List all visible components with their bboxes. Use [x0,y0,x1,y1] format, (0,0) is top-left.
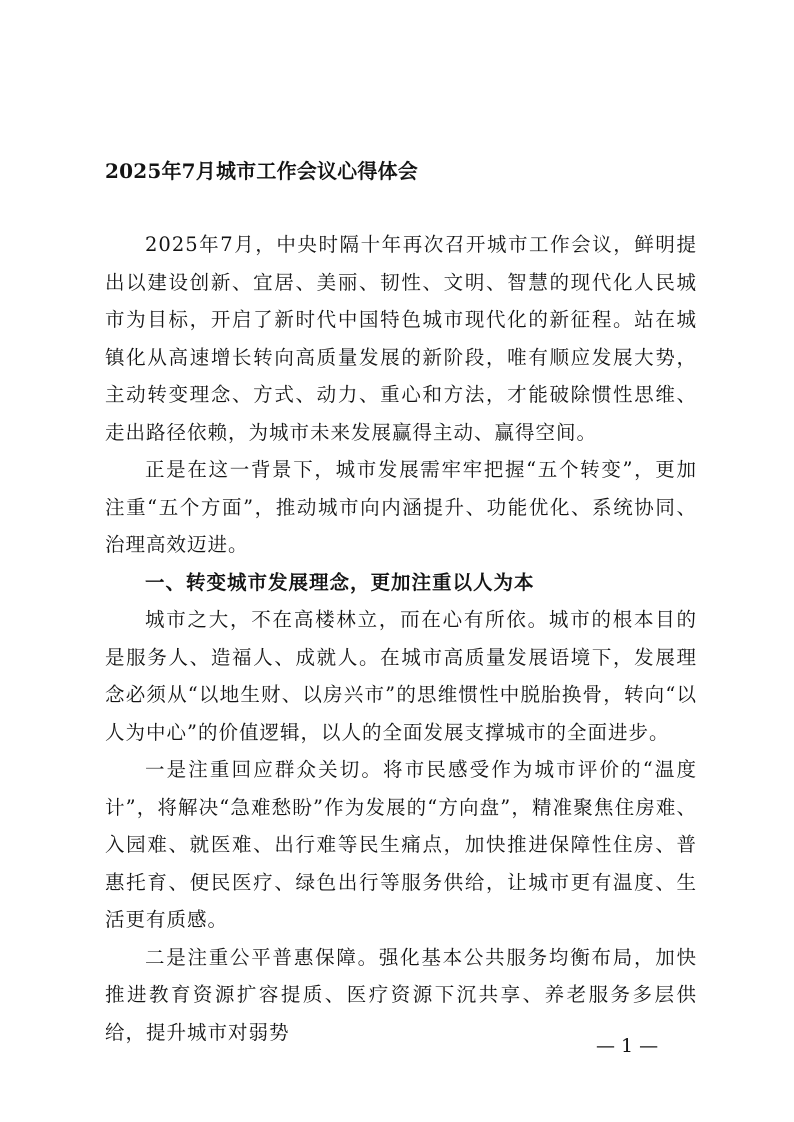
section-1-paragraph-2: 一是注重回应群众关切。将市民感受作为城市评价的“温度计”，将解决“急难愁盼”作为发展的“方向盘”，精准聚焦住房难、入园难、就医难、出行难等民生痛点，加快推进保障性住房、普惠托育、便民医疗、绿色出行等服务供给，让城市更有温度、生活更有质感。 [105,758,697,931]
document-title: 2025年7月城市工作会议心得体会 [105,159,418,183]
intro-paragraph-2: 正是在这一背景下，城市发展需牢牢把握“五个转变”，更加注重“五个方面”，推动城市向内涵提升、功能优化、系统协同、治理高效迈进。 [105,458,697,556]
intro-paragraph-1: 2025年7月，中央时隔十年再次召开城市工作会议，鲜明提出以建设创新、宜居、美丽、韧性、文明、智慧的现代化人民城市为目标，开启了新时代中国特色城市现代化的新征程。站在城镇化从高速增长转向高质量发展的新阶段，唯有顺应发展大势，主动转变理念、方式、动力、重心和方法，才能破除惯性思维、走出路径依赖，为城市未来发展赢得主动、赢得空间。 [105,233,697,444]
page-number: — 1 — [596,1035,659,1057]
section-1-paragraph-1: 城市之大，不在高楼林立，而在心有所依。城市的根本目的是服务人、造福人、成就人。在城市高质量发展语境下，发展理念必须从“以地生财、以房兴市”的思维惯性中脱胎换骨，转向“以人为中心”的价值逻辑，以人的全面发展支撑城市的全面进步。 [105,608,697,744]
section-1-paragraph-3: 二是注重公平普惠保障。强化基本公共服务均衡布局，加快推进教育资源扩容提质、医疗资源下沉共享、养老服务多层供给，提升城市对弱势 [105,945,697,1044]
document-body [105,226,697,1051]
section-1-heading: 一、转变城市发展理念，更加注重以人为本 [145,570,535,594]
